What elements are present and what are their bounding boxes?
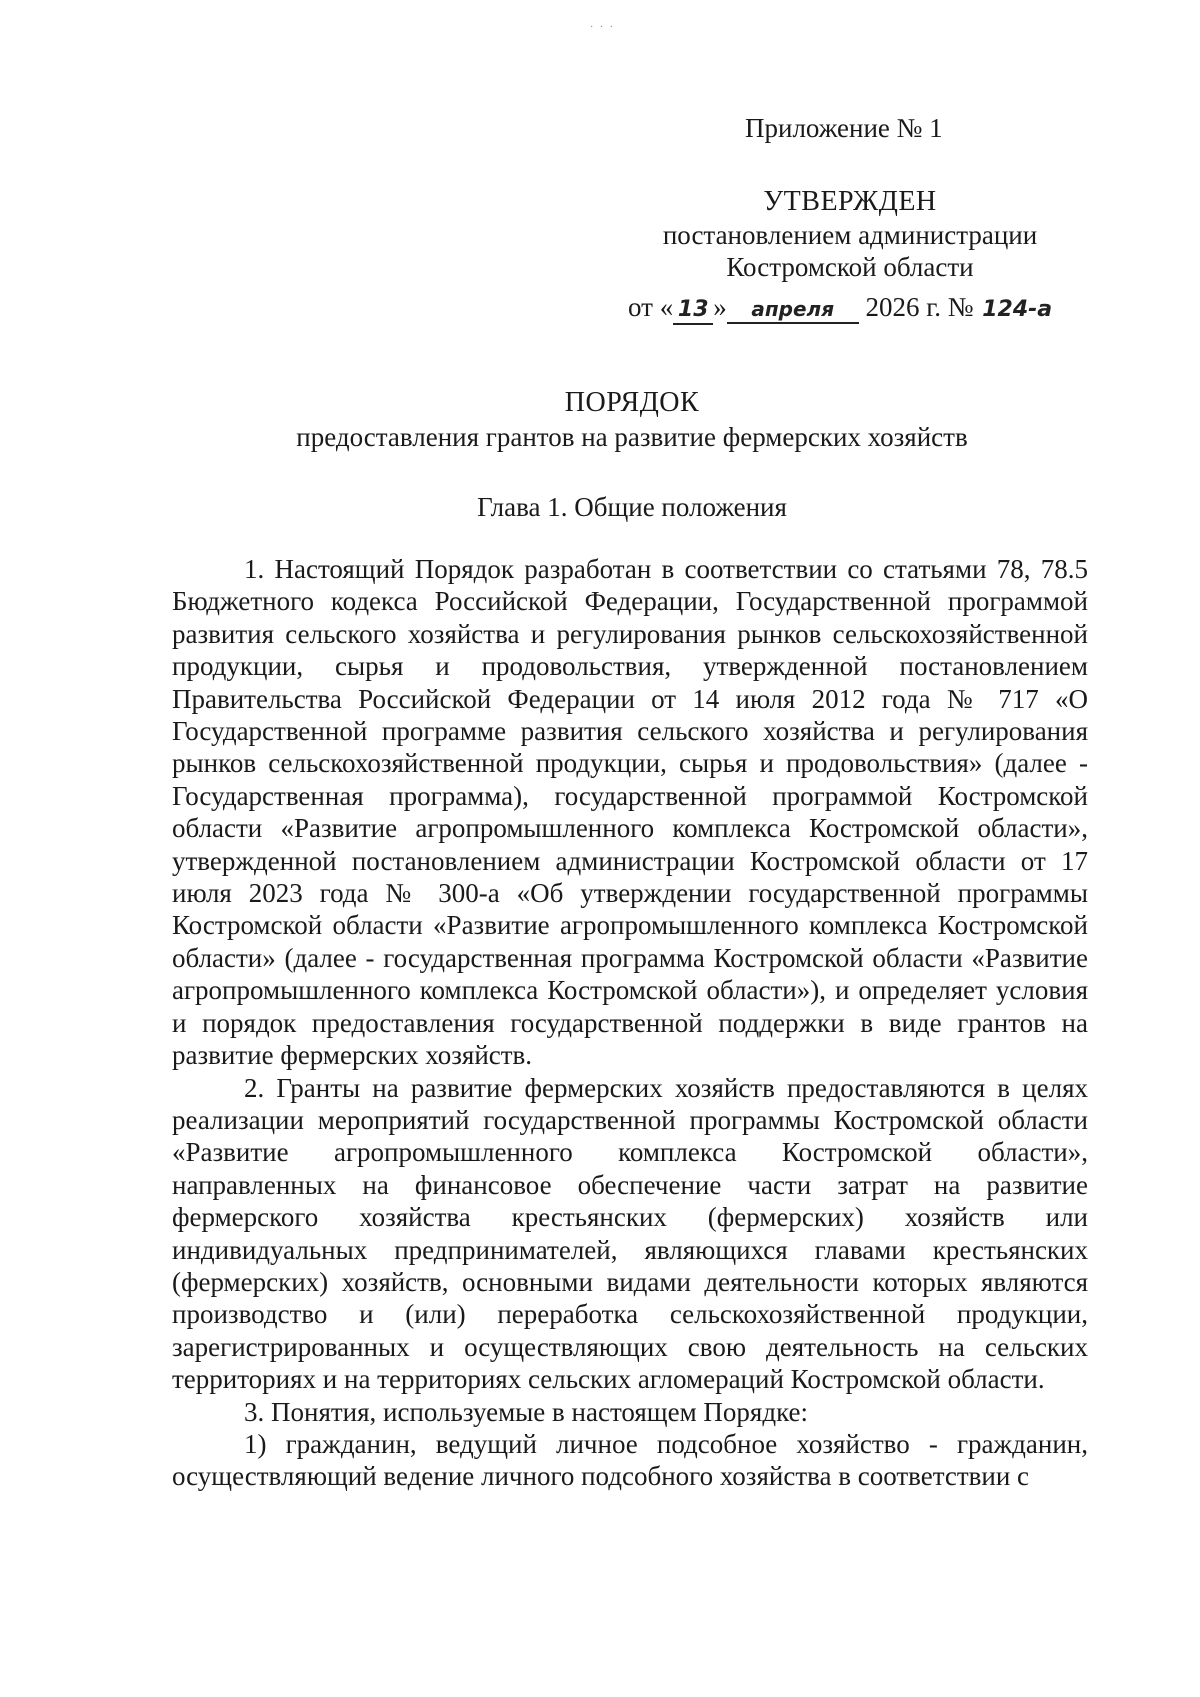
document-title: ПОРЯДОК bbox=[564, 387, 700, 418]
approved-heading: УТВЕРЖДЕН bbox=[763, 186, 937, 217]
date-prefix: от « bbox=[628, 292, 674, 322]
approval-date-line bbox=[628, 290, 1074, 325]
paragraph-2: 2. Гранты на развитие фермерских хозяйств предоставляются в целях реализации мероприятий государственной программы Костромской области «Развитие агропромышленного комплекса Костромской области», направленных на финансовое обеспечение части затрат на развитие фермерского хозяйства крестьянских (фермерских) хозяйств или индивидуальных предпринимателей, являющихся главами крестьянских (фермерских) хозяйств, основными видами деятельности которых являются производство и (или) переработка сельскохозяйственной продукции, зарегистрированных и осуществляющих свою деятельность на сельских территориях и на территориях сельских агломераций Костромской области. bbox=[172, 1072, 1088, 1395]
document-subtitle: предоставления грантов на развитие фермерских хозяйств bbox=[296, 422, 968, 452]
paragraph-3: 3. Понятия, используемые в настоящем Порядке: bbox=[244, 1396, 808, 1427]
appendix-label: Приложение № 1 bbox=[745, 113, 943, 143]
document-body bbox=[172, 553, 1088, 1493]
chapter-heading: Глава 1. Общие положения bbox=[477, 492, 787, 522]
date-quote-close: » bbox=[713, 292, 727, 322]
paragraph-1: 1. Настоящий Порядок разработан в соответствии со статьями 78, 78.5 Бюджетного кодекса Российской Федерации, Государственной программой развития сельского хозяйства и регулирования рынков сельскохозяйственной продукции, сырья и продовольствия, утвержденной постановлением Правительства Российской Федерации от 14 июля 2012 года № 717 «О Государственной программе развития сельского хозяйства и регулирования рынков сельскохозяйственной продукции, сырья и продовольствия» (далее - Государственная программа), государственной программой Костромской области «Развитие агропромышленного комплекса Костромской области», утвержденной постановлением администрации Костромской области от 17 июля 2023 года № 300-а «Об утверждении государственной программы Костромской области «Развитие агропромышленного комплекса Костромской области» (далее - государственная программа Костромской области «Развитие агропромышленного комплекса Костромской области»), и определяет условия и порядок предоставления государственной поддержки в виде грантов на развитие фермерских хозяйств. bbox=[172, 554, 1088, 1071]
date-year-number-label: 2026 г. № bbox=[865, 292, 974, 322]
handwritten-document-number: 124-а bbox=[982, 297, 1053, 322]
title-block bbox=[0, 386, 1200, 454]
approved-by-line-1: постановлением администрации bbox=[662, 219, 1038, 250]
approved-by-line-2: Костромской области bbox=[726, 252, 974, 282]
scan-artifact: · · · bbox=[590, 22, 615, 33]
handwritten-day: 13 bbox=[673, 297, 713, 325]
paragraph-4: 1) гражданин, ведущий личное подсобное хозяйство - гражданин, осуществляющий ведение личного подсобного хозяйства в соответствии с bbox=[172, 1428, 1088, 1492]
approval-block bbox=[615, 186, 1085, 284]
handwritten-month: апреля bbox=[727, 296, 859, 324]
